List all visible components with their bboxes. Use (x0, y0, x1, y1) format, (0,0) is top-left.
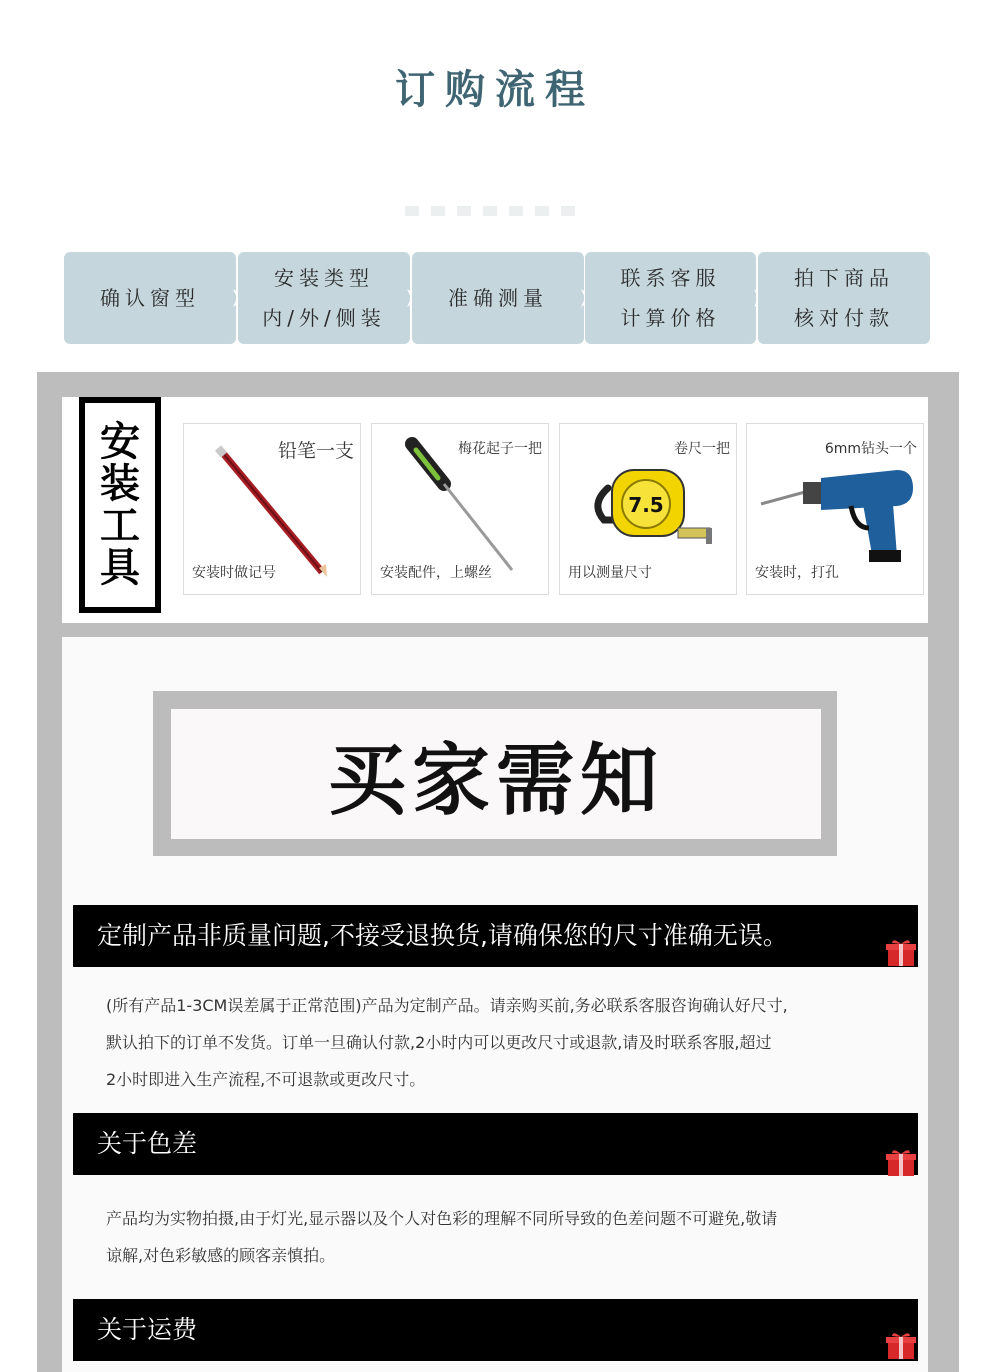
text-line: 谅解,对色彩敏感的顾客亲慎拍。 (106, 1246, 336, 1265)
section-body-color (106, 1200, 906, 1274)
tool-desc: 用以测量尺寸 (568, 565, 652, 581)
text-line: 2小时即进入生产流程,不可退款或更改尺寸。 (106, 1070, 426, 1089)
step-confirm-window (64, 252, 236, 344)
tool-card-pencil (183, 423, 361, 595)
text-line: 默认拍下的订单不发货。订单一旦确认付款,2小时内可以更改尺寸或退款,请及时联系客服,超过 (106, 1033, 772, 1052)
tool-name: 梅花起子一把 (458, 441, 542, 457)
section-body-custom (106, 987, 906, 1098)
text-line: (所有产品1-3CM误差属于正常范围)产品为定制产品。请亲购买前,务必联系客服咨询确认好尺寸, (106, 996, 788, 1015)
notice-title-box (171, 709, 821, 839)
order-steps (64, 252, 930, 344)
step-line: 联系客服 (620, 266, 721, 290)
tools-label-char: 装 (100, 461, 140, 507)
step-line: 内/外/侧装 (262, 306, 386, 330)
step-line: 确认窗型 (100, 286, 200, 310)
section-heading-shipping: 关于运费 (73, 1299, 918, 1361)
step-line: 核对付款 (794, 306, 894, 330)
step-line: 准确测量 (448, 286, 548, 310)
step-measure (412, 252, 584, 344)
tools-label-char: 具 (100, 545, 140, 591)
text-line: 产品均为实物拍摄,由于灯光,显示器以及个人对色彩的理解不同所导致的色差问题不可避免,敬请 (106, 1209, 778, 1228)
tools-label-char: 工 (100, 503, 140, 549)
gift-icon (885, 1330, 917, 1360)
step-order-pay (758, 252, 930, 344)
tool-card-screwdriver (371, 423, 549, 595)
tool-card-tape-measure (559, 423, 737, 595)
step-contact-service (585, 252, 756, 344)
title-shadow-decoration (405, 206, 585, 216)
gift-icon (885, 1147, 917, 1177)
tool-desc: 安装时做记号 (192, 565, 276, 581)
tool-desc: 安装时，打孔 (755, 565, 839, 581)
tools-label (79, 397, 161, 613)
section-heading-custom: 定制产品非质量问题,不接受退换货,请确保您的尺寸准确无误。 (73, 905, 918, 967)
tool-name: 6mm钻头一个 (824, 441, 917, 457)
tool-name: 铅笔一支 (277, 440, 354, 462)
notice-title: 买家需知 (327, 736, 664, 826)
section-heading-color: 关于色差 (73, 1113, 918, 1175)
step-install-type (238, 252, 410, 344)
step-line: 计算价格 (620, 306, 721, 330)
tool-name: 卷尺一把 (674, 441, 730, 457)
step-line: 安装类型 (274, 266, 374, 290)
gift-icon (885, 937, 917, 967)
tape-label: 7.5 (628, 493, 664, 517)
tool-desc: 安装配件，上螺丝 (380, 565, 492, 581)
tool-card-drill (746, 423, 924, 595)
page-title: 订购流程 (395, 67, 595, 113)
step-line: 拍下商品 (794, 266, 894, 290)
tools-label-char: 安 (100, 419, 140, 465)
